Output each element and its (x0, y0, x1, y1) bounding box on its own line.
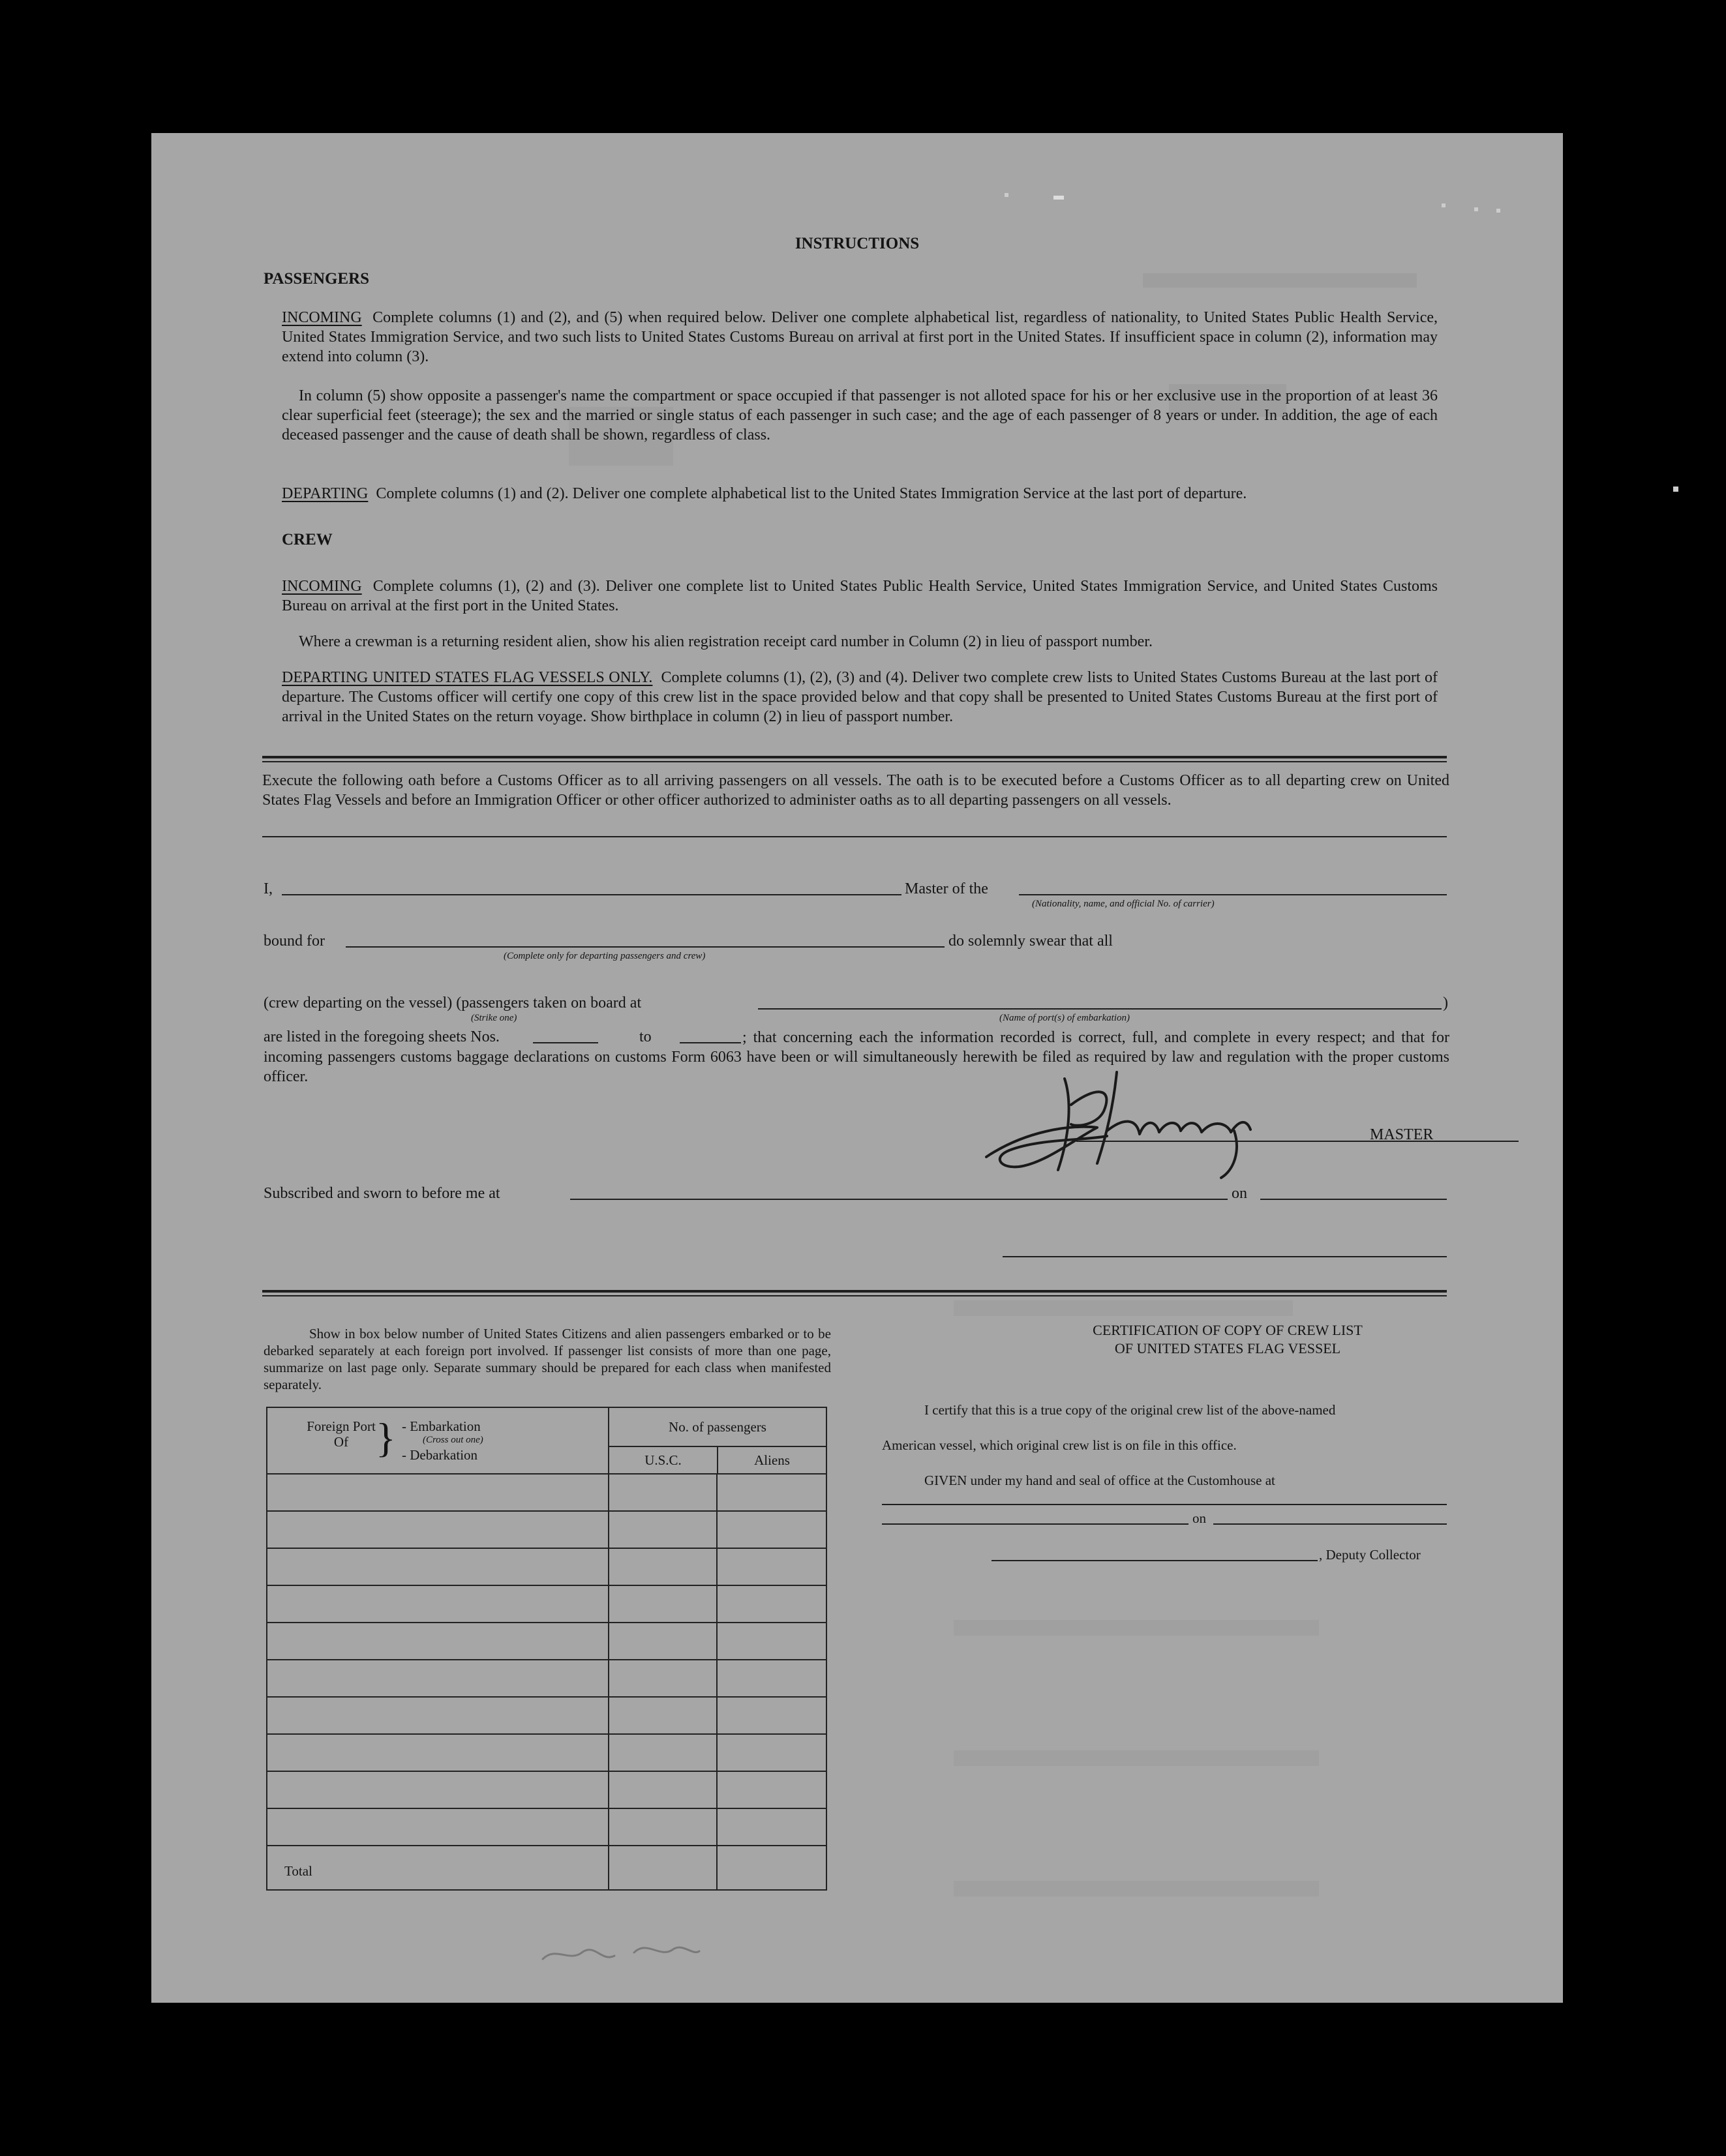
lower-divider-thin (262, 1295, 1447, 1296)
sworn-on-field[interactable] (1260, 1199, 1447, 1200)
port-hint: (Name of port(s) of embarkation) (999, 1013, 1130, 1023)
master-signature-line[interactable] (1076, 1141, 1519, 1142)
summary-row-line (267, 1622, 826, 1623)
crew-resident-paragraph: Where a crewman is a returning resident alien, show his alien registration receipt card number in Column (2) in lieu of passport number. (299, 633, 1153, 650)
passengers-incoming-paragraph (282, 308, 1438, 367)
col-divider-aliens (716, 1473, 718, 1889)
passengers-departing-label: DEPARTING (282, 485, 369, 502)
usc-header: U.S.C. (609, 1447, 718, 1473)
total-label: Total (284, 1863, 312, 1879)
oath-divider (262, 836, 1447, 837)
section-divider (262, 756, 1447, 758)
close-paren: ) (1443, 995, 1448, 1011)
passengers-heading: PASSENGERS (264, 270, 370, 288)
certification-title-line2: OF UNITED STATES FLAG VESSEL (1114, 1340, 1341, 1356)
page-title: INSTRUCTIONS (795, 235, 920, 252)
passengers-departing-text: Complete columns (1) and (2). Deliver one complete alphabetical list to the United States Immigration Service at the last port of departure. (376, 485, 1247, 502)
aliens-header: Aliens (754, 1452, 790, 1468)
bound-for-field[interactable] (346, 946, 945, 948)
master-label: MASTER (1370, 1126, 1434, 1143)
foreign-port-header: Foreign Port Of (307, 1418, 376, 1450)
port-header-cell (267, 1407, 609, 1474)
port-of-embarkation-field[interactable] (758, 1008, 1442, 1010)
summary-row-line (267, 1548, 826, 1549)
certification-date-field[interactable] (1213, 1523, 1447, 1525)
customhouse-field[interactable] (882, 1504, 1447, 1505)
crew-heading: CREW (282, 531, 333, 548)
debarkation-header: - Debarkation (402, 1447, 478, 1463)
certification-on-label: on (1192, 1510, 1206, 1526)
brace-glyph: } (376, 1415, 396, 1461)
master-of-label: Master of the (905, 880, 988, 897)
listed-text-a: are listed in the foregoing sheets Nos. (264, 1028, 500, 1045)
lower-divider (262, 1290, 1447, 1293)
swear-label: do solemnly swear that all (948, 933, 1113, 950)
sworn-at-field[interactable] (570, 1199, 1228, 1200)
master-signature (973, 1059, 1273, 1183)
complete-only-hint: (Complete only for departing passengers and crew) (504, 951, 706, 961)
master-name-field[interactable] (282, 894, 901, 895)
carrier-field[interactable] (1019, 894, 1447, 895)
passengers-incoming-label: INCOMING (282, 309, 362, 326)
section-divider-thin (262, 761, 1447, 762)
certification-line2: American vessel, which original crew list is on file in this office. (882, 1437, 1237, 1453)
cross-out-hint: (Cross out one) (423, 1435, 483, 1445)
scan-speck (1673, 487, 1678, 492)
sworn-on-label: on (1232, 1185, 1247, 1202)
listed-to-label: to (639, 1028, 652, 1045)
certification-line3: GIVEN under my hand and seal of office at the Customhouse at (924, 1473, 1275, 1488)
nationality-hint: (Nationality, name, and official No. of carrier) (1032, 899, 1215, 909)
crew-departing-paragraph (282, 668, 1438, 726)
crew-departing-text: Complete columns (1), (2), (3) and (4). Deliver two complete crew lists to United States Customs Bureau at the last port of departure. The Customs officer will certify one copy of this crew list in the space provided below and that copy shall be presented to United States Customs Bureau at the first port of arrival in the United States on the return voyage. Show birthplace in column (2) in lieu of passport number. (282, 669, 1438, 725)
no-of-passengers-header: No. of passengers (609, 1408, 826, 1447)
oath-intro: Execute the following oath before a Customs Officer as to all arriving passengers on all vessels. The oath is to be executed before a Customs Officer as to all departing crew on United States Flag Vessels and before an Immigration Officer or other officer authorized to administer oaths as to all departing passengers on all vessels. (262, 772, 1449, 809)
officer-signature-field[interactable] (1003, 1256, 1447, 1257)
crew-incoming-paragraph (282, 576, 1438, 616)
pencil-mark (536, 1933, 706, 1972)
passengers-departing-paragraph (282, 484, 1438, 503)
summary-table-body (266, 1473, 827, 1891)
scan-speck (1442, 203, 1446, 207)
crew-departing-label: DEPARTING UNITED STATES FLAG VESSELS ONLY. (282, 669, 653, 686)
listed-text-b: ; that concerning each the information recorded is correct, full, and complete in every respect; and that for incoming passengers customs baggage declarations on customs Form 6063 have been or will simultaneously herewith be filed as required by law and regulation with the proper customs officer. (264, 1029, 1449, 1085)
passengers-header-cell (609, 1407, 826, 1474)
summary-row-line (267, 1771, 826, 1772)
summary-row-line (267, 1733, 826, 1735)
col-divider-usc (608, 1473, 609, 1889)
certification-line1: I certify that this is a true copy of the original crew list of the above-named (924, 1402, 1336, 1418)
crew-incoming-text: Complete columns (1), (2) and (3). Deliver one complete list to United States Public Health Service, United States Immigration Service, and United States Customs Bureau on arrival at the first port in the United States. (282, 578, 1438, 614)
deputy-collector-field[interactable] (992, 1560, 1318, 1561)
summary-row-line (267, 1845, 826, 1846)
summary-row-line (267, 1510, 826, 1512)
bound-for-label: bound for (264, 933, 325, 950)
summary-row-line (267, 1659, 826, 1660)
certification-date-field-left[interactable] (882, 1523, 1189, 1525)
crew-incoming-label: INCOMING (282, 578, 362, 595)
scan-speck (1053, 196, 1064, 200)
certification-title (993, 1321, 1462, 1358)
document-sheet (151, 133, 1563, 2003)
summary-row-line (267, 1696, 826, 1698)
summary-row-line (267, 1585, 826, 1586)
crew-departing-label: (crew departing on the vessel) (passengers taken on board at (264, 995, 642, 1011)
scan-speck (1005, 193, 1008, 197)
scan-speck (1474, 207, 1478, 211)
summary-instructions: Show in box below number of United States Citizens and alien passengers embarked or to be debarked separately at each foreign port involved. If passenger list consists of more than one page, summarize on last page only. Separate summary should be prepared for each class when manifested separately. (264, 1326, 831, 1392)
passenger-summary-table (266, 1407, 827, 1475)
passengers-column5-paragraph: In column (5) show opposite a passenger's name the compartment or space occupied if that passenger is not alloted space for his or her exclusive use in the proportion of at least 36 clear superficial feet (steerage); the sex and the married or single status of each passenger in such case; and the age of each passenger of 8 years or under. In addition, the age of each deceased passenger and the cause of death shall be shown, regardless of class. (282, 387, 1438, 443)
oath-i-label: I, (264, 880, 273, 897)
strike-one-hint: (Strike one) (471, 1013, 517, 1023)
scan-speck (1496, 209, 1500, 213)
summary-row-line (267, 1808, 826, 1809)
certification-title-line1: CERTIFICATION OF COPY OF CREW LIST (1093, 1322, 1363, 1338)
passengers-incoming-text: Complete columns (1) and (2), and (5) when required below. Deliver one complete alphabetical list, regardless of nationality, to United States Public Health Service, United States Immigration Service, and two such lists to United States Customs Bureau on arrival at first port in the United States. If insufficient space in column (2), information may extend into column (3). (282, 309, 1438, 365)
embarkation-header: - Embarkation (402, 1418, 481, 1434)
subscribed-label: Subscribed and sworn to before me at (264, 1185, 500, 1202)
deputy-collector-label: , Deputy Collector (1319, 1547, 1421, 1563)
